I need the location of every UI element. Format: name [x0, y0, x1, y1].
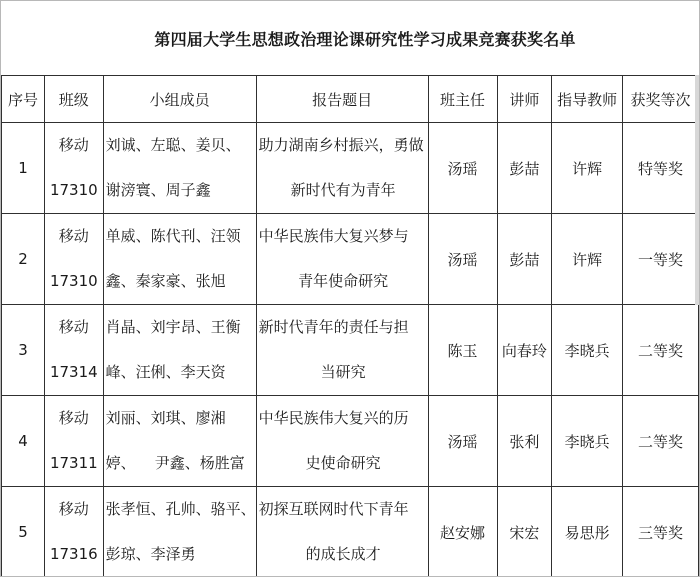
cell-class: [45, 123, 104, 214]
cell-topic-line: 的成长成才: [305, 545, 381, 563]
cell-members-line: 谢滂寰、周子鑫: [105, 181, 211, 199]
cell-topic-line: 初探互联网时代下青年: [258, 500, 409, 518]
table-row: [2, 396, 699, 487]
cell-head-teacher: 汤瑶: [428, 396, 497, 487]
cell-lecturer: 彭喆: [497, 123, 552, 214]
cell-advisor: 李晓兵: [552, 396, 623, 487]
cell-class-line: 17310: [49, 181, 98, 199]
cell-members-line: 单威、陈代刊、汪领: [105, 227, 241, 245]
cell-topic-line: 中华民族伟大复兴的历: [258, 409, 409, 427]
header-members: 小组成员: [103, 76, 256, 123]
cell-topic: [256, 487, 428, 577]
table-row: [2, 487, 699, 577]
page-title: 第四届大学生思想政治理论课研究性学习成果竞赛获奖名单: [154, 30, 576, 49]
cell-topic-line: 中华民族伟大复兴梦与: [258, 227, 409, 245]
cell-no: 5: [2, 487, 45, 577]
cell-topic-line: 新时代青年的责任与担: [258, 318, 409, 336]
header-class: 班级: [45, 76, 104, 123]
cell-class-line: 17311: [49, 454, 98, 472]
cell-advisor: 李晓兵: [552, 305, 623, 396]
header-topic: 报告题目: [256, 76, 428, 123]
cell-no: 4: [2, 396, 45, 487]
header-no: 序号: [2, 76, 45, 123]
cell-topic: [256, 214, 428, 305]
cell-topic-line: 当研究: [320, 363, 366, 381]
cell-topic: [256, 305, 428, 396]
cell-members-line: 刘丽、刘琪、廖湘: [105, 409, 226, 427]
table-row: [2, 305, 699, 396]
cell-class: [45, 214, 104, 305]
cell-head-teacher: 赵安娜: [428, 487, 497, 577]
cell-members-line: 肖晶、刘宇昂、王衡: [105, 318, 241, 336]
header-head-teacher: 班主任: [428, 76, 497, 123]
cell-members: [103, 487, 256, 577]
cell-lecturer: 彭喆: [497, 214, 552, 305]
cell-members: [103, 214, 256, 305]
cell-class-line: 移动: [58, 227, 89, 245]
cell-class-line: 移动: [58, 500, 89, 518]
header-lecturer: 讲师: [497, 76, 552, 123]
cell-class-line: 17314: [49, 363, 98, 381]
cell-lecturer: 宋宏: [497, 487, 552, 577]
cell-advisor: 许辉: [552, 214, 623, 305]
cell-no: 1: [2, 123, 45, 214]
cell-topic: [256, 396, 428, 487]
cell-head-teacher: 陈玉: [428, 305, 497, 396]
header-award: 获奖等次: [623, 76, 699, 123]
cell-class-line: 移动: [58, 136, 89, 154]
cell-class: [45, 487, 104, 577]
cell-members: [103, 396, 256, 487]
table-row: [2, 214, 699, 305]
cell-class-line: 17316: [49, 545, 98, 563]
cell-topic-line: 史使命研究: [305, 454, 381, 472]
cell-members-line: 鑫、秦家豪、张旭: [105, 272, 226, 290]
cell-award: 二等奖: [623, 305, 699, 396]
cell-topic-line: 助力湖南乡村振兴，勇做: [258, 136, 424, 154]
cell-class: [45, 305, 104, 396]
award-table: [1, 75, 699, 577]
cell-members: [103, 305, 256, 396]
cell-members-line: 刘诚、左聪、姜贝、: [105, 136, 241, 154]
cell-lecturer: 张利: [497, 396, 552, 487]
cell-members-line: 婷、 尹鑫、杨胜富: [105, 454, 245, 472]
cell-award: 三等奖: [623, 487, 699, 577]
cell-members-line: 张孝恒、孔帅、骆平、: [105, 500, 256, 518]
cell-award: 二等奖: [623, 396, 699, 487]
cell-head-teacher: 汤瑶: [428, 214, 497, 305]
cell-no: 3: [2, 305, 45, 396]
cell-members-line: 彭琼、李泽勇: [105, 545, 196, 563]
cell-lecturer: 向春玲: [497, 305, 552, 396]
cell-class: [45, 396, 104, 487]
cell-class-line: 移动: [58, 318, 89, 336]
cell-members-line: 峰、汪俐、李天资: [105, 363, 226, 381]
cell-award: 一等奖: [623, 214, 699, 305]
vertical-scrollbar[interactable]: [695, 75, 699, 305]
cell-no: 2: [2, 214, 45, 305]
cell-class-line: 移动: [58, 409, 89, 427]
title-row: [1, 1, 699, 75]
cell-topic: [256, 123, 428, 214]
cell-members: [103, 123, 256, 214]
cell-award: 特等奖: [623, 123, 699, 214]
cell-topic-line: 青年使命研究: [298, 272, 389, 290]
cell-class-line: 17310: [49, 272, 98, 290]
cell-head-teacher: 汤瑶: [428, 123, 497, 214]
cell-advisor: 许辉: [552, 123, 623, 214]
cell-advisor: 易思彤: [552, 487, 623, 577]
cell-topic-line: 新时代有为青年: [290, 181, 396, 199]
header-row: [2, 76, 699, 123]
table-row: [2, 123, 699, 214]
header-advisor: 指导教师: [552, 76, 623, 123]
